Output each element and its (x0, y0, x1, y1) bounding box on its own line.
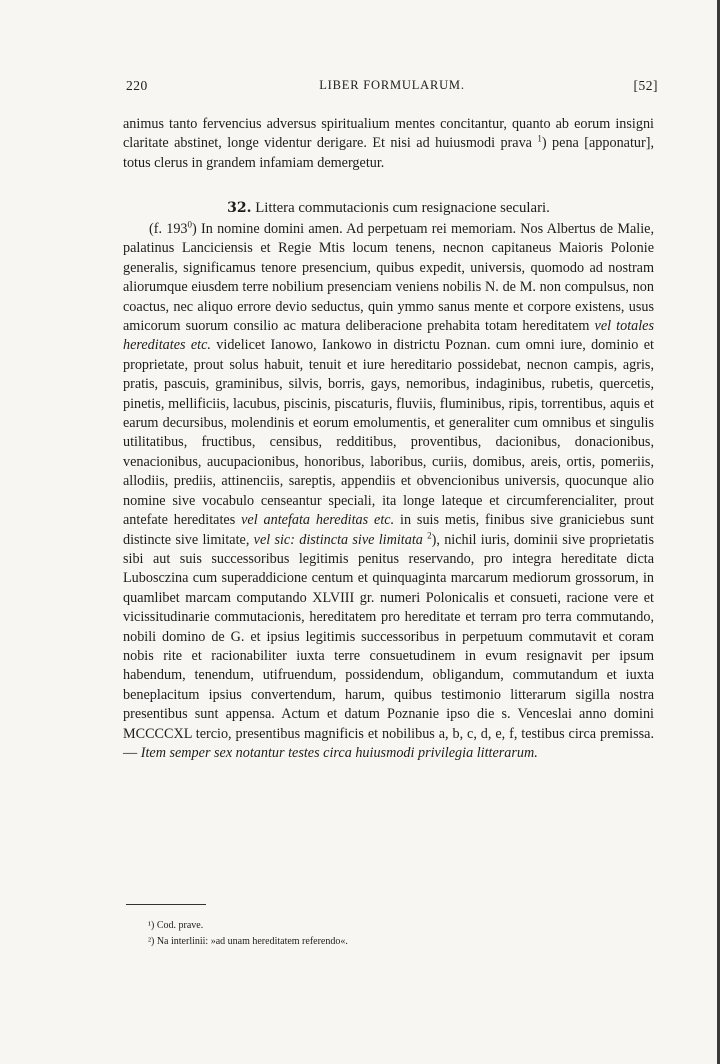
section-heading (123, 198, 654, 218)
section-number: [52] (633, 78, 658, 93)
main-paragraph: (f. $193^0$) In nomine domini amen. Ad perpetuam rei memoriam. Nos Albertus de Malie, palatinus Lanciciensis et Regie Mtis locum tenens, necnon capitaneus Maioris Polonie generalis, significamus tenore presencium, quibus expedit, universis, quomodo ad nostram aliorumque eiusdem terre nobilium presenciam veniens nobilis N. de M. non compulsus, non coactus, nec aliquo errore devio seductus, quin ymmo sanus mente et corpore existens, usus amicorum suorum consilio ac matura deliberacione prehabita totam hereditatem vel totales hereditates etc. videlicet Ianowo, Iankowo in districtu Poznan. cum omni iure, dominio et proprietate, prout solus habuit, tenuit et iure hereditario possidebat, necnon campis, agris, pratis, pascuis, graminibus, silvis, borris, gays, nemoribus, indaginibus, rubetis, quercetis, pinetis, mellificiis, lacubus, piscinis, piscaturis, fluviis, fluminibus, ripis, torrentibus, aquis et earum decursibus, molendinis et eorum emolumentis, et generaliter cum omnibus et singulis utilitatibus, fructibus, censibus, redditibus, proventibus, dacionibus, donacionibus, venacionibus, aucupacionibus, honoribus, laboribus, curiis, domibus, areis, ortis, pomeriis, allodiis, prediis, attinenciis, sareptis, appendiis et obvencionibus universis, quocunque alio nomine sive vocabulo censeantur speciali, ita longe lateque et circumferencialiter, prout antefate hereditates vel antefata hereditas etc. in suis metis, finibus sive graniciebus sunt distincte sive limitate, vel sic: distincta sive limitata $^2$), nichil iuris, dominii sive proprietatis sibi aut suis successoribus legitimis penitus reservando, pro integra hereditate dicta Lubosczina cum superaddicione centum et quinquaginta marcarum mediorum grossorum, in quamlibet marcam computando XLVIII gr. numeri Polonicalis et consueti, racione vere et vicissitudinarie commutacionis, hereditatem pro hereditate et terram pro terra commutando, nobili domino de G. et ipsius legitimis successoribus in perpetuum commutavit et coram nobis rite et racionabiliter iuxta terre consuetudinem in evum resignavit per ipsum habendum, tenendum, utifruendum, possidendum, obligandum, commutandum et iuxta beneplacitum ipsius convertendum, harum, quibus testimonio litterarum sigilla nostra presentibus sunt appensa. Actum et datum Poznanie ipso die s. Venceslai anno domini MCCCCXL tercio, presentibus magnificis et nobilibus a, b, c, d, e, f, testibus circa premissa. — Item semper sex notantur testes circa huiusmodi privilegia litterarum. (123, 219, 655, 761)
footnote-1: ¹) Cod. prave. (148, 920, 204, 931)
intro-paragraph-block (123, 115, 654, 173)
page-number: 220 (126, 78, 148, 93)
running-title: LIBER FORMULARUM. (319, 78, 465, 92)
page-header (126, 78, 658, 100)
intro-paragraph: animus tanto fervencius adversus spiritualium mentes concitantur, quanto ab eorum insigni claritate abstinet, longe videntur derigare. Et nisi ad huiusmodi prava $^1$) pena [apponatur], totus clerus in grandem infamiam demergetur. (123, 116, 654, 171)
main-text-block (123, 220, 654, 763)
heading-text: Littera commutacionis cum resignacione seculari. (255, 200, 550, 216)
heading-number: 32. (227, 200, 252, 216)
footnote-2: ²) Na interlinii: »ad unam hereditatem referendo«. (148, 936, 348, 947)
footnote-rule (126, 904, 206, 905)
